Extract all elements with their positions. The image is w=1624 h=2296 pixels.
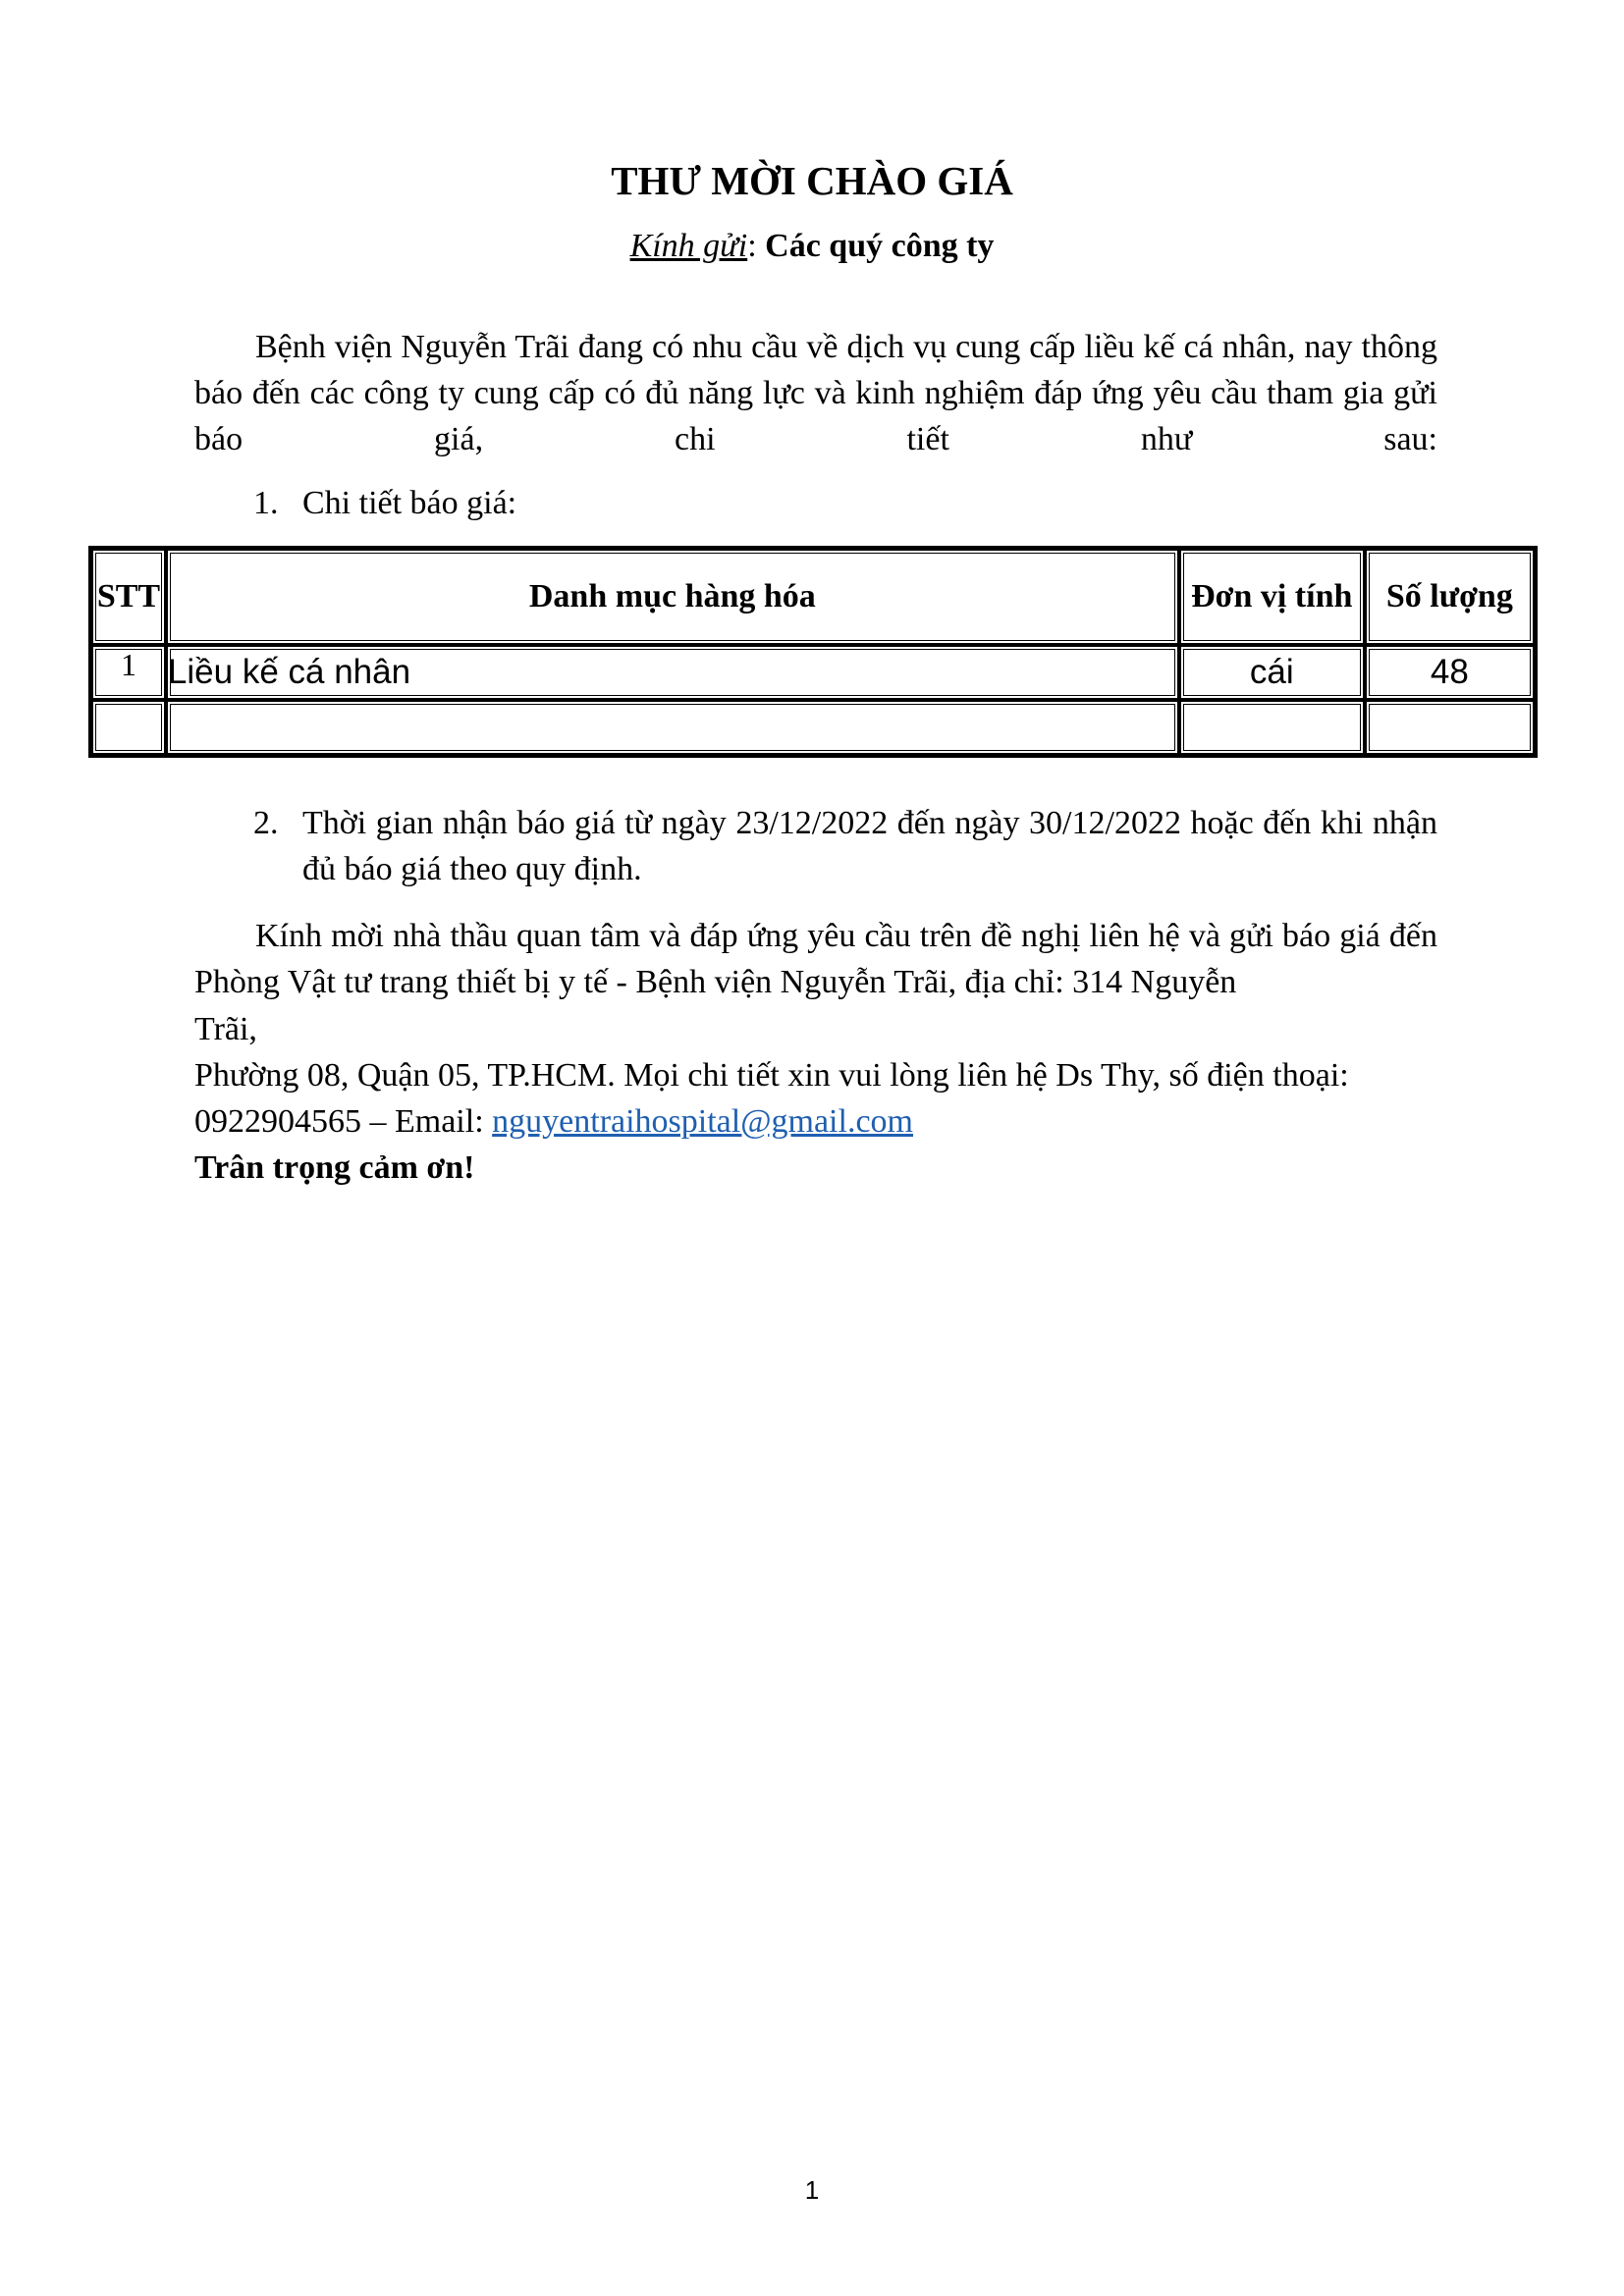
header-item-name: Danh mục hàng hóa bbox=[166, 549, 1179, 645]
list-number: 2. bbox=[253, 805, 279, 841]
cell-stt: 1 bbox=[91, 645, 166, 700]
list-number: 1. bbox=[253, 485, 279, 521]
table-row bbox=[91, 700, 1535, 755]
cell-item-name bbox=[166, 700, 1179, 755]
phone-text: 0922904565 – Email: bbox=[194, 1103, 493, 1140]
document-title: THƯ MỜI CHÀO GIÁ bbox=[611, 158, 1013, 203]
table-row bbox=[91, 645, 1535, 700]
salutation-label: Kính gửi bbox=[629, 228, 748, 264]
salutation bbox=[0, 228, 1624, 265]
email-link[interactable]: nguyentraihospital@gmail.com bbox=[492, 1103, 913, 1140]
goods-table bbox=[88, 546, 1538, 758]
cell-stt bbox=[91, 700, 166, 755]
cell-quantity: 48 bbox=[1365, 645, 1535, 700]
table-header-row bbox=[91, 549, 1535, 645]
contact-line-phone-email bbox=[194, 1098, 913, 1145]
list-item-quote-period bbox=[253, 800, 1437, 892]
closing-thanks: Trân trọng cảm ơn! bbox=[194, 1149, 475, 1186]
header-stt: STT bbox=[91, 549, 166, 645]
cell-quantity bbox=[1365, 700, 1535, 755]
contact-line-street: Trãi, bbox=[194, 1011, 257, 1047]
salutation-separator: : bbox=[747, 228, 766, 264]
contact-address-text: Phường 08, Quận 05, TP.HCM. Mọi chi tiết xin vui lòng liên hệ Ds Thy, số điện thoại: bbox=[194, 1057, 1349, 1094]
list-text: Chi tiết báo giá: bbox=[302, 485, 517, 521]
contact-line-address bbox=[194, 1052, 1437, 1098]
cell-item-name: Liều kế cá nhân bbox=[166, 645, 1179, 700]
page-number: 1 bbox=[804, 2175, 820, 2205]
intro-paragraph: Bệnh viện Nguyễn Trãi đang có nhu cầu về dịch vụ cung cấp liều kế cá nhân, nay thông báo đến các công ty cung cấp có đủ năng lực và kinh nghiệm đáp ứng yêu cầu tham gia gửi báo giá, chi tiết như sau: bbox=[194, 329, 1437, 457]
header-quantity: Số lượng bbox=[1365, 549, 1535, 645]
list-text: Thời gian nhận báo giá từ ngày 23/12/2022 đến ngày 30/12/2022 hoặc đến khi nhận đủ báo giá theo quy định. bbox=[302, 805, 1437, 887]
cell-unit bbox=[1179, 700, 1365, 755]
contact-paragraph: Kính mời nhà thầu quan tâm và đáp ứng yêu cầu trên đề nghị liên hệ và gửi báo giá đến Phòng Vật tư trang thiết bị y tế - Bệnh viện Nguyễn Trãi, địa chỉ: 314 Nguyễn bbox=[194, 918, 1437, 1000]
header-unit: Đơn vị tính bbox=[1179, 549, 1365, 645]
cell-unit: cái bbox=[1179, 645, 1365, 700]
salutation-recipient: Các quý công ty bbox=[765, 228, 995, 264]
